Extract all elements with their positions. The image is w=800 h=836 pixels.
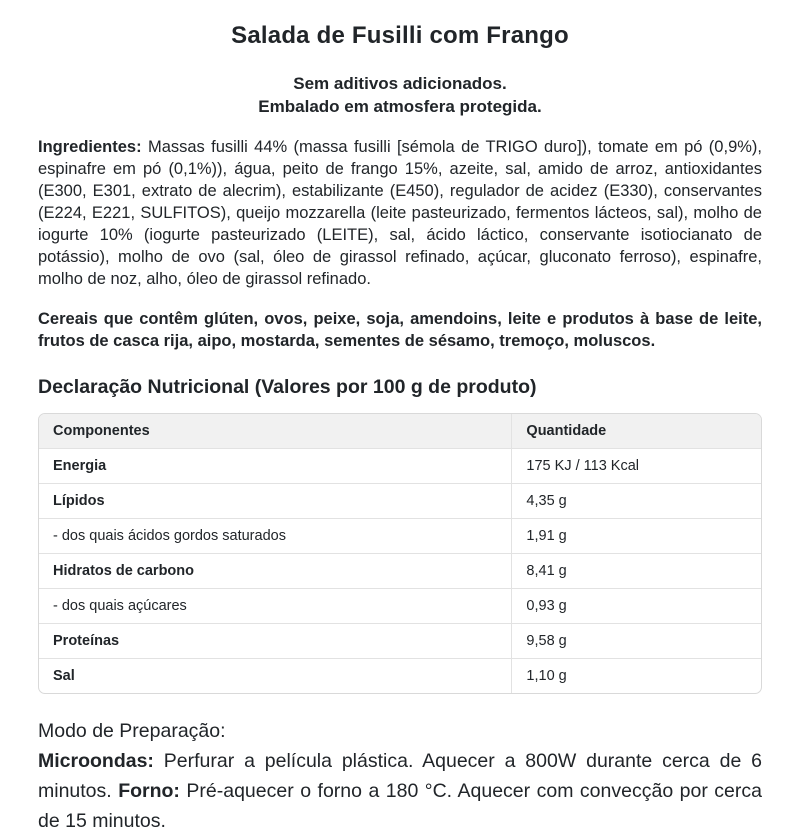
ingredients-label: Ingredientes: [38, 138, 142, 156]
component-cell: - dos quais ácidos gordos saturados [39, 519, 512, 554]
oven-label: Forno: [118, 780, 180, 802]
table-row [39, 484, 761, 519]
preparation-heading: Modo de Preparação: [38, 720, 226, 742]
nutrition-heading-note: (Valores por 100 g de produto) [249, 376, 537, 398]
quantity-cell: 0,93 g [512, 589, 761, 624]
component-cell: Lípidos [39, 484, 512, 519]
component-cell: Hidratos de carbono [39, 554, 512, 589]
nutrition-table-container [38, 413, 762, 694]
page-title: Salada de Fusilli com Frango [231, 22, 569, 49]
component-cell: - dos quais açúcares [39, 589, 512, 624]
quantity-cell: 9,58 g [512, 624, 761, 659]
nutrition-heading-title: Declaração Nutricional [38, 376, 250, 398]
table-row [39, 624, 761, 659]
microwave-text: Perfurar a película plástica. Aquecer a 800W durante cerca de 6 minutos. [38, 750, 762, 802]
column-header-components: Componentes [39, 414, 512, 449]
table-row [39, 449, 761, 484]
quantity-cell: 175 KJ / 113 Kcal [512, 449, 761, 484]
quantity-cell: 1,10 g [512, 659, 761, 694]
table-header-row [39, 414, 761, 449]
component-cell: Energia [39, 449, 512, 484]
quantity-cell: 8,41 g [512, 554, 761, 589]
product-claims [38, 72, 762, 118]
quantity-cell: 1,91 g [512, 519, 761, 554]
ingredients-paragraph [38, 136, 762, 290]
claim-no-additives: Sem aditivos adicionados. [293, 74, 507, 93]
component-cell: Sal [39, 659, 512, 694]
nutrition-table [39, 414, 761, 693]
preparation-instructions [38, 746, 762, 836]
preparation-section [38, 716, 762, 836]
table-row [39, 659, 761, 694]
table-row [39, 554, 761, 589]
table-row [39, 519, 761, 554]
microwave-label: Microondas: [38, 750, 154, 772]
allergens-paragraph: Cereais que contêm glúten, ovos, peixe, soja, amendoins, leite e produtos à base de leite, frutos de casca rija, aipo, mostarda, sementes de sésamo, tremoço, moluscos. [38, 310, 762, 350]
nutrition-heading [38, 376, 762, 399]
quantity-cell: 4,35 g [512, 484, 761, 519]
claim-protected-atmosphere: Embalado em atmosfera protegida. [258, 97, 542, 116]
component-cell: Proteínas [39, 624, 512, 659]
ingredients-text: Massas fusilli 44% (massa fusilli [sémola de TRIGO duro]), tomate em pó (0,9%), espinafre em pó (0,1%)), água, peito de frango 15%, azeite, sal, amido de arroz, antioxidantes (E300, E301, extrato de alecrim), estabilizante (E450), regulador de acidez (E330), conservantes (E224, E221, SULFITOS), queijo mozzarella (leite pasteurizado, fermentos lácteos, sal), molho de iogurte 10% (iogurte pasteurizado (LEITE), sal, ácido láctico, conservante isotiocianato de potássio), molho de ovo (sal, óleo de girassol refinado, açúcar, gluconato ferroso), espinafre, molho de noz, alho, óleo de girassol refinado. [38, 138, 762, 288]
column-header-quantity: Quantidade [512, 414, 761, 449]
table-row [39, 589, 761, 624]
oven-text: Pré-aquecer o forno a 180 °C. Aquecer com convecção por cerca de 15 minutos. [38, 780, 762, 832]
